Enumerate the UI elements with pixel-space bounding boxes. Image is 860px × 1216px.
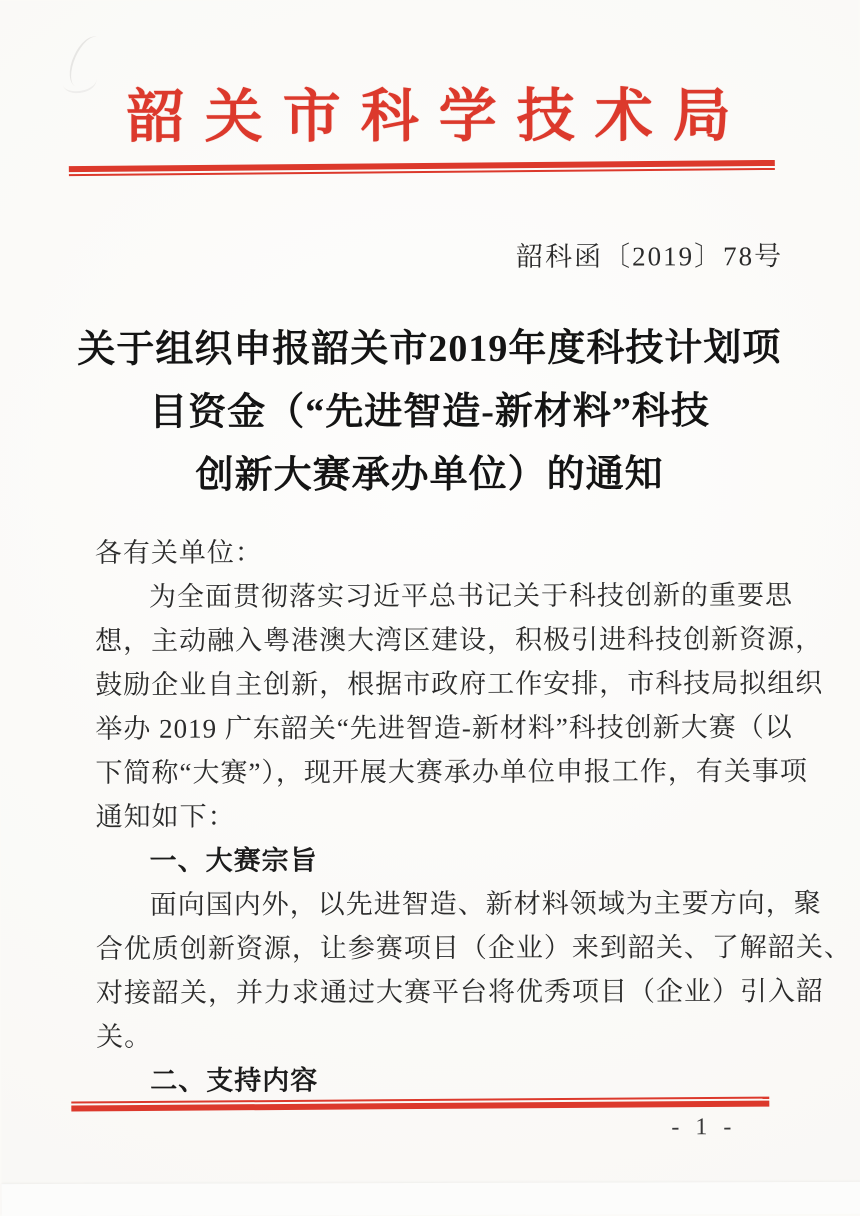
paper-bottom-edge (2, 1182, 860, 1216)
pencil-smudge (63, 32, 110, 93)
body-line: 合优质创新资源，让参赛项目（企业）来到韶关、了解韶关、 (95, 931, 852, 964)
notice-title-line: 目资金（“先进智造-新材料”科技 (149, 390, 710, 434)
body-line: 通知如下： (95, 801, 236, 832)
page-number: - 1 - (671, 1114, 737, 1141)
body-line: 鼓励企业自主创新，根据市政府工作安排，市科技局拟组织 (95, 667, 824, 700)
body-line: 为全面贯彻落实习近平总书记关于科技创新的重要思 (148, 580, 794, 612)
document-number: 韶科函〔2019〕78号 (516, 241, 784, 272)
red-divider-top (69, 160, 775, 176)
body-line: 举办 2019 广东韶关“先进智造-新材料”科技创新大赛（以 (95, 712, 793, 744)
body-line: 对接韶关，并力求通过大赛平台将优秀项目（企业）引入韶 (95, 975, 825, 1008)
body-line: 想，主动融入粤港澳大湾区建设，积极引进科技创新资源， (95, 623, 824, 656)
body-line: 下简称“大赛”），现开展大赛承办单位申报工作，有关事项 (95, 756, 808, 788)
notice-title (39, 317, 819, 508)
body-line: 关。 (96, 1021, 153, 1052)
notice-title-line: 关于组织申报韶关市2019年度科技计划项 (77, 327, 782, 371)
body-line: 一、大赛宗旨 (149, 845, 318, 876)
body-line: 各有关单位： (94, 537, 263, 568)
body-line: 面向国内外，以先进智造、新材料领域为主要方向，聚 (149, 887, 822, 920)
body-line: 二、支持内容 (150, 1065, 319, 1096)
agency-letterhead-title: 韶关市科学技术局 (126, 83, 751, 150)
document-body (94, 529, 852, 1103)
notice-title-line: 创新大赛承办单位）的通知 (195, 453, 664, 497)
